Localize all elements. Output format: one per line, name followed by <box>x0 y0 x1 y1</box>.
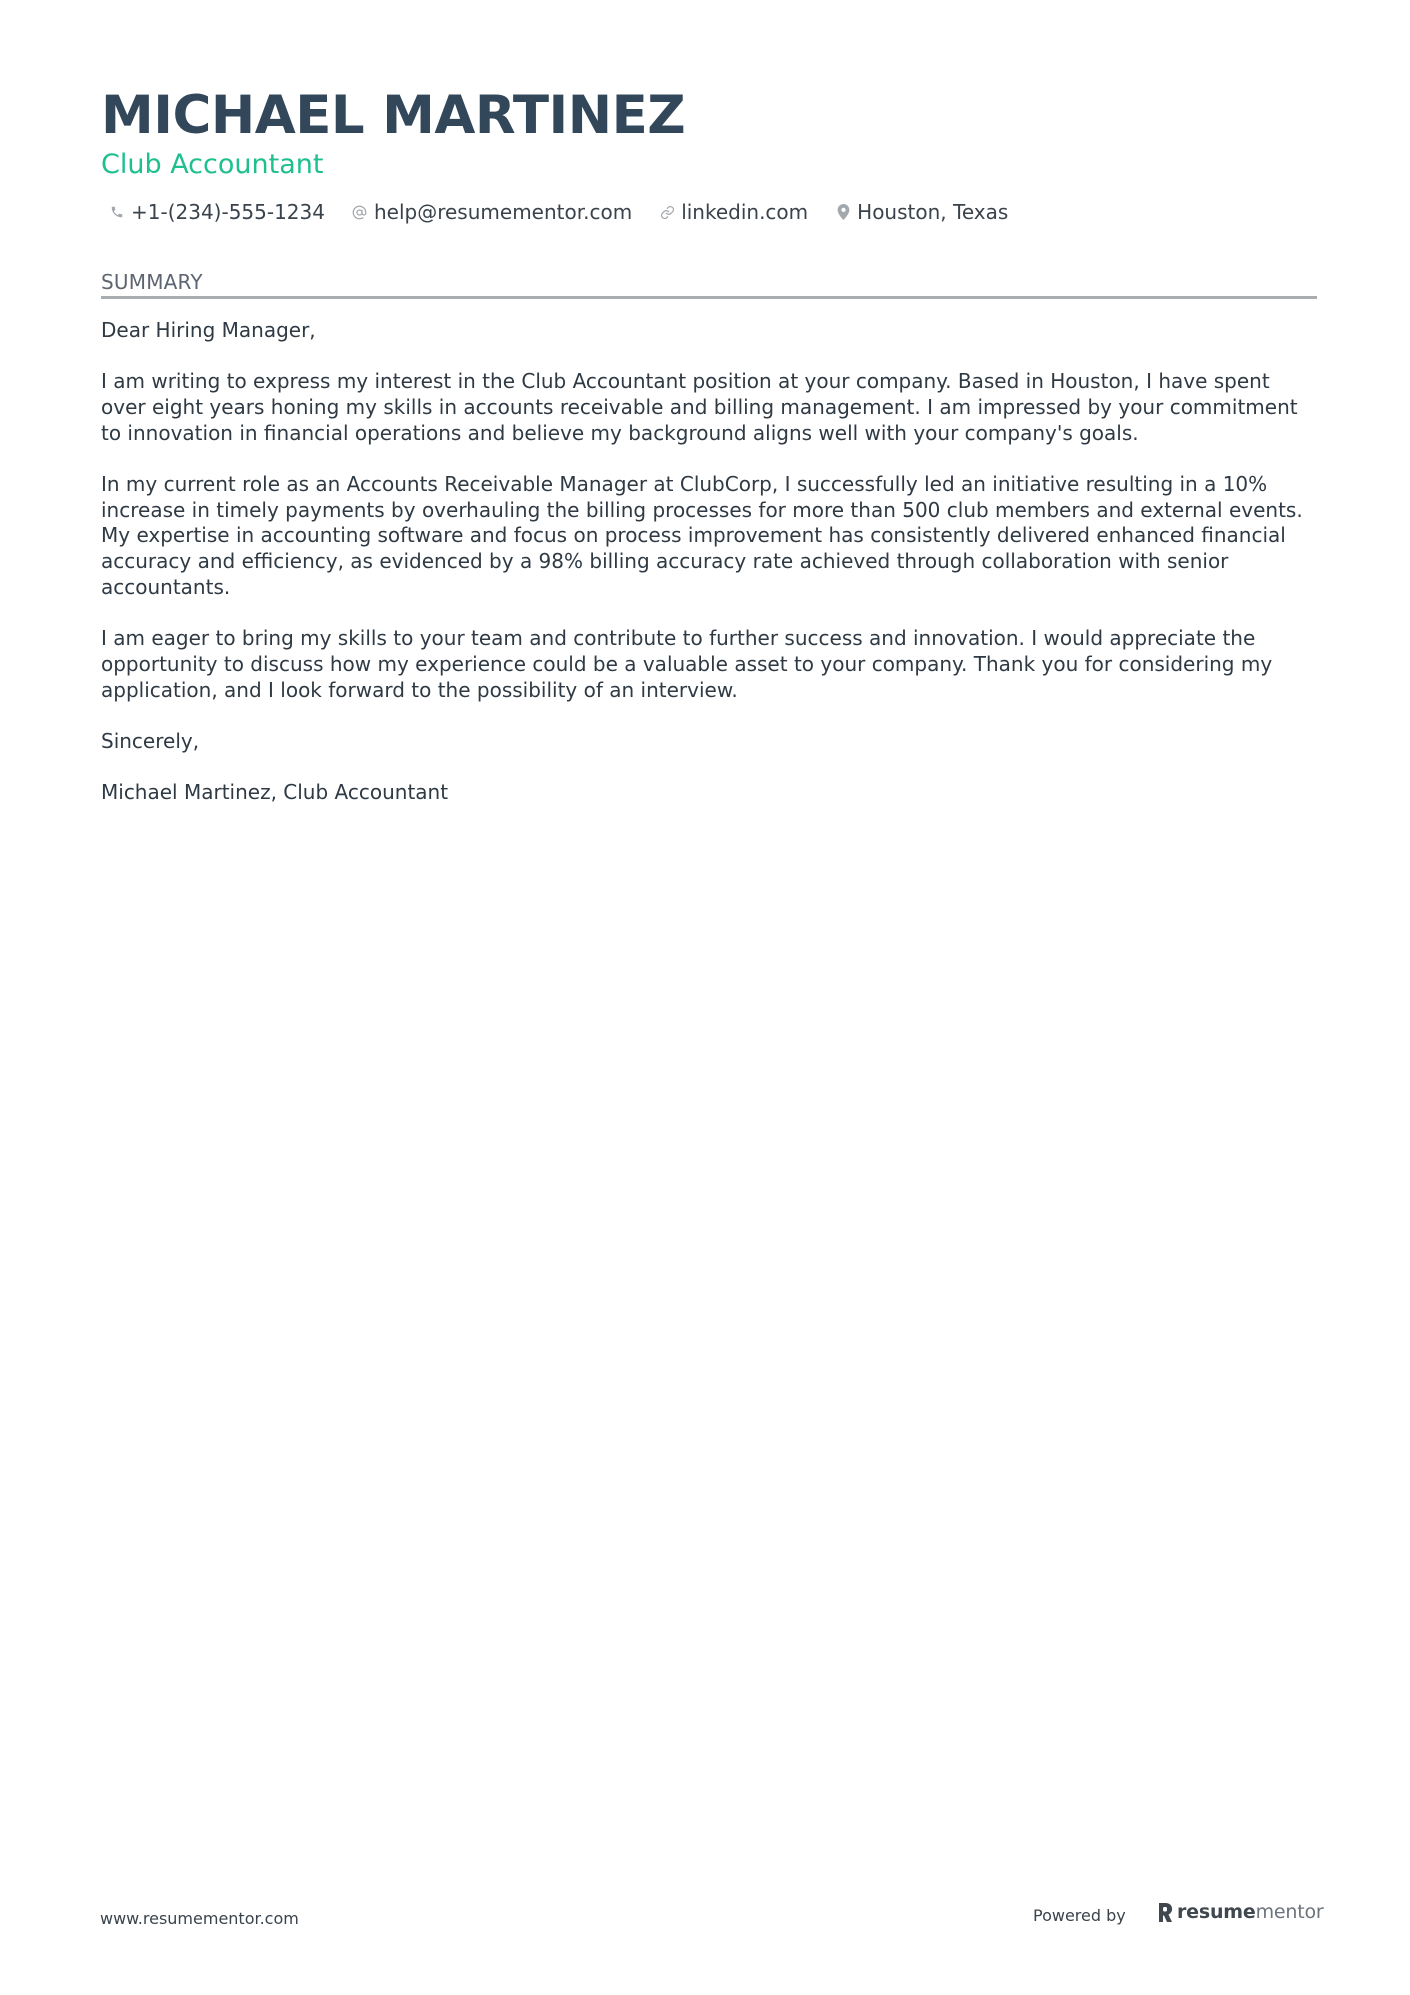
contact-linkedin-text[interactable]: linkedin.com <box>681 200 809 224</box>
letter-paragraph: I am eager to bring my skills to your team and contribute to further success and innovation. I would appreciate the opportunity to discuss how my experience could be a valuable asset to your company. Thank you for considering my application, and I look forward to the possibility of an interview. <box>101 626 1273 702</box>
contact-location <box>835 197 1008 227</box>
letter-paragraph: In my current role as an Accounts Receivable Manager at ClubCorp, I successfully led an initiative resulting in a 10% increase in timely payments by overhauling the billing processes for more than 500 club members and external events. My expertise in accounting software and focus on process improvement has consistently delivered enhanced financial accuracy and efficiency, as evidenced by a 98% billing accuracy rate achieved through collaboration with senior accountants. <box>101 472 1303 599</box>
letter-signature: Michael Martinez, Club Accountant <box>101 780 449 805</box>
contact-location-text: Houston, Texas <box>857 200 1009 224</box>
summary-section-title: SUMMARY <box>101 268 1317 299</box>
candidate-name: MICHAEL MARTINEZ <box>101 85 686 146</box>
contact-email-text[interactable]: help@resumementor.com <box>373 200 633 224</box>
resumementor-logo-icon <box>1156 1902 1173 1923</box>
footer-powered-by: Powered by <box>1033 1906 1126 1925</box>
link-icon <box>659 204 675 220</box>
resumementor-logo[interactable] <box>1156 1901 1324 1923</box>
contact-email[interactable] <box>352 197 632 227</box>
letter-greeting: Dear Hiring Manager, <box>101 318 316 342</box>
letter-body <box>101 318 1317 831</box>
at-sign-icon <box>352 204 368 220</box>
contact-phone-text: +1-(234)-555-1234 <box>131 200 325 224</box>
location-pin-icon <box>835 204 851 220</box>
logo-text-bold: resume <box>1177 1901 1256 1923</box>
resumementor-logo-text <box>1177 1901 1324 1923</box>
logo-text-light: mentor <box>1255 1901 1324 1923</box>
phone-icon <box>109 204 125 220</box>
contact-phone <box>109 197 325 227</box>
candidate-role: Club Accountant <box>101 149 324 180</box>
contact-linkedin[interactable] <box>659 197 808 227</box>
letter-closing: Sincerely, <box>101 728 200 753</box>
footer-website-link[interactable]: www.resumementor.com <box>100 1909 299 1928</box>
letter-paragraph: I am writing to express my interest in the Club Accountant position at your company. Based in Houston, I have spent over eight years honing my skills in accounts receivable and billing management. I am impressed by your commitment to innovation in financial operations and believe my background aligns well with your company's goals. <box>101 369 1298 445</box>
contact-bar <box>109 197 1035 227</box>
